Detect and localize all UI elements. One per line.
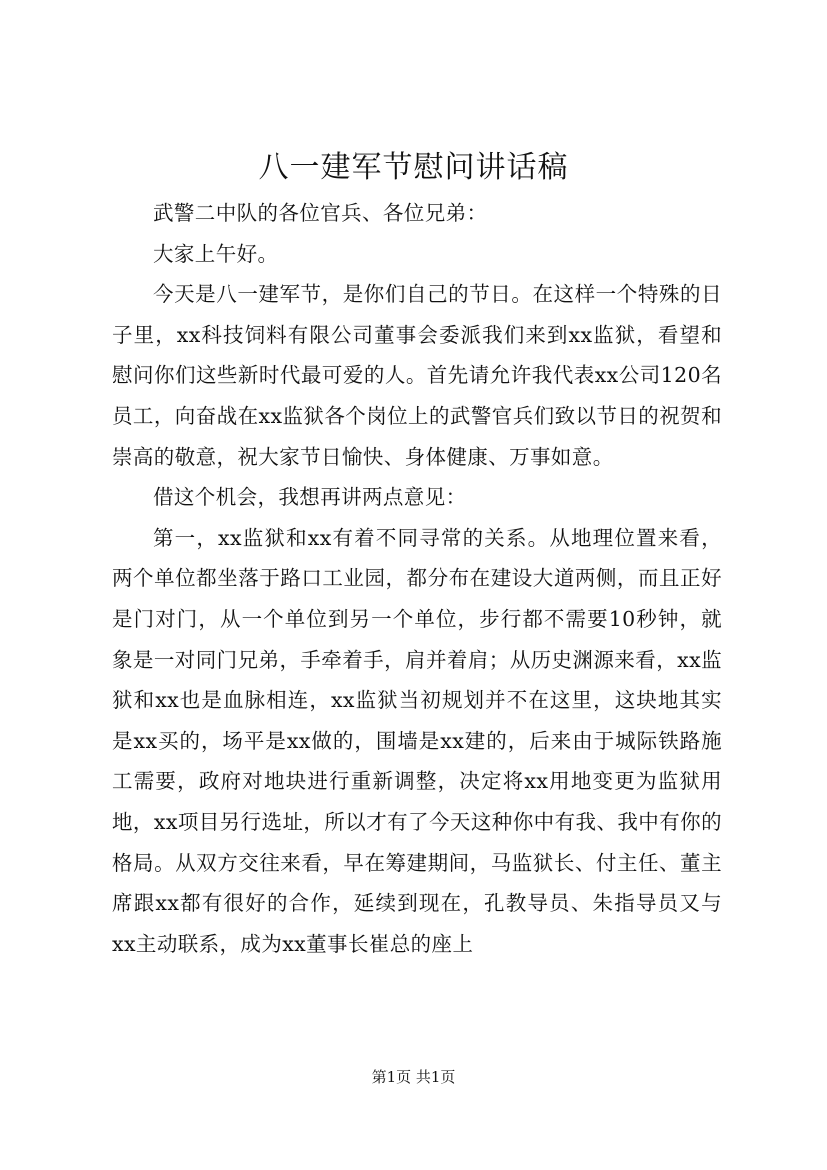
page-footer: 第1页 共1页 bbox=[371, 1068, 456, 1086]
paragraph-greeting: 大家上午好。 bbox=[153, 241, 279, 266]
document-body bbox=[112, 193, 722, 964]
paragraph-opening: 今天是八一建军节，是你们自己的节日。在这样一个特殊的日子里，xx科技饲料有限公司董事会委派我们来到xx监狱，看望和慰问你们这些新时代最可爱的人。首先请允许我代表xx公司120名员工，向奋战在xx监狱各个岗位上的武警官兵们致以节日的祝贺和崇高的敬意，祝大家节日愉快、身体健康、万事如意。 bbox=[112, 282, 722, 469]
paragraph-transition: 借这个机会，我想再讲两点意见： bbox=[153, 485, 467, 510]
paragraph-salutation: 武警二中队的各位官兵、各位兄弟： bbox=[153, 201, 488, 225]
paragraph-point-one: 第一，xx监狱和xx有着不同寻常的关系。从地理位置来看，两个单位都坐落于路口工业园，都分布在建设大道两侧，而且正好是门对门，从一个单位到另一个单位，步行都不需要10秒钟，就象是一对同门兄弟，手牵着手，肩并着肩；从历史渊源来看，xx监狱和xx也是血脉相连，xx监狱当初规划并不在这里，这块地其实是xx买的，场平是xx做的，围墙是xx建的，后来由于城际铁路施工需要，政府对地块进行重新调整，决定将xx用地变更为监狱用地，xx项目另行选址，所以才有了今天这种你中有我、我中有你的格局。从双方交往来看，早在筹建期间，马监狱长、付主任、董主席跟xx都有很好的合作，延续到现在，孔教导员、朱指导员又与xx主动联系，成为xx董事长崔总的座上 bbox=[112, 525, 722, 956]
document-title: 八一建军节慰问讲话稿 bbox=[258, 150, 569, 185]
